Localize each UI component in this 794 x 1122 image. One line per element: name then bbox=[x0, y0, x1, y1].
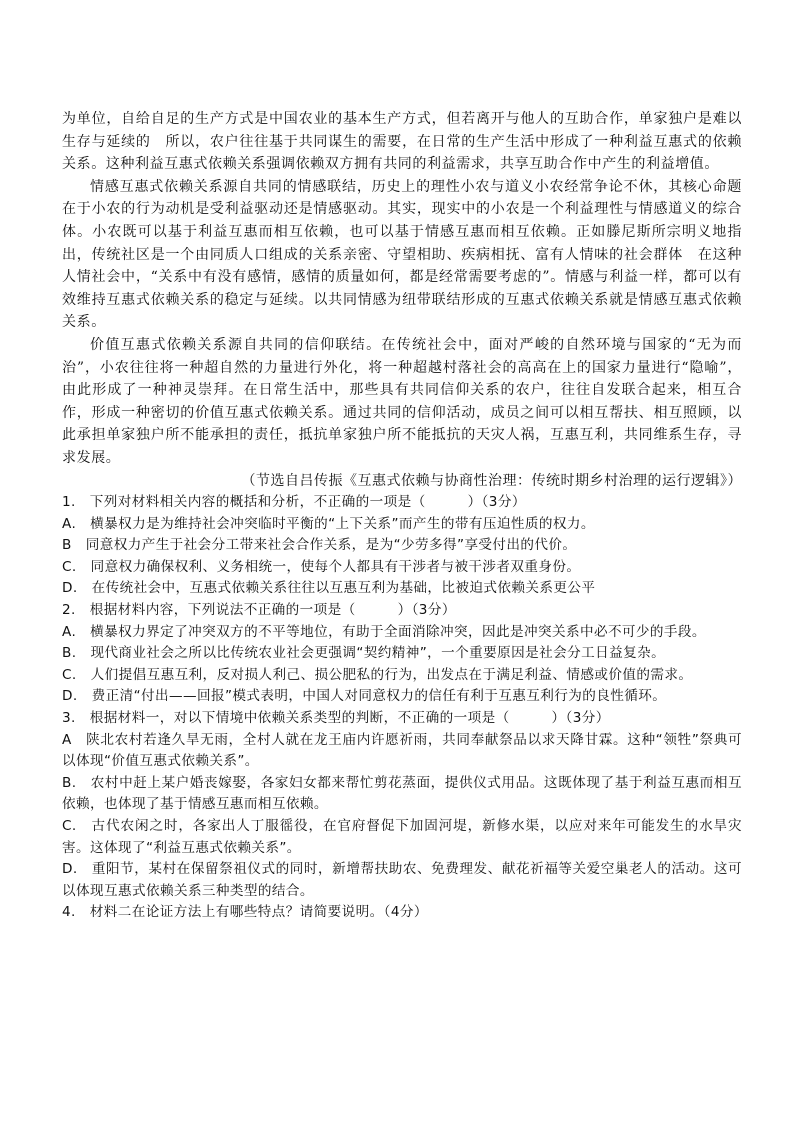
article-source: （节选自吕传振《互惠式依赖与协商性治理：传统时期乡村治理的运行逻辑》） bbox=[241, 472, 742, 489]
question-stem: 1. 下列对材料相关内容的概括和分析，不正确的一项是（ ）（3分） bbox=[62, 494, 526, 511]
article-paragraph-3: 价值互惠式依赖关系源自共同的信仰联结。在传统社会中，面对严峻的自然环境与国家的“无为而治”，小农往往将一种超自然的力量进行外化，将一种超越村落社会的高高在上的国家力量进行“隐喻”，由此形成了一种神灵崇拜。在日常生活中，那些具有共同信仰关系的农户，往往自发联合起来，相互合作，形成一种密切的价值互惠式依赖关系。通过共同的信仰活动，成员之间可以相互帮扶、相互照顾，以此承担单家独户所不能承担的责任，抵抗单家独户所不能抵抗的天灾人祸，互惠互利，共同维系生存，寻求发展。 bbox=[62, 336, 742, 466]
option-d: D. 重阳节，某村在保留祭祖仪式的同时，新增帮扶助农、免费理发、献花祈福等关爱空巢老人的活动。这可以体现互惠式依赖关系三种类型的结合。 bbox=[62, 861, 742, 899]
article-paragraph-2: 情感互惠式依赖关系源自共同的情感联结，历史上的理性小农与道义小农经常争论不休，其核心命题在于小农的行为动机是受利益驱动还是情感驱动。其实，现实中的小农是一个利益理性与情感道义的综合体。小农既可以基于利益互惠而相互依赖，也可以基于情感互惠而相互依赖。正如滕尼斯所宗明义地指出，传统社区是一个由同质人口组成的关系亲密、守望相助、疾病相抚、富有人情味的社会群体 在这种人情社会中，“关系中有没有感情，感情的质量如何，都是经常需要考虑的”。情感与利益一样，都可以有效维持互惠式依赖关系的稳定与延续。以共同情感为纽带联结形成的互惠式依赖关系就是情感互惠式依赖关系。 bbox=[62, 178, 742, 331]
question-4 bbox=[62, 902, 742, 924]
option-a: A 陕北农村若逢久旱无雨，全村人就在龙王庙内许愿祈雨，共同奉献祭品以求天降甘霖。这种“领牲”祭典可以体现“价值互惠式依赖关系”。 bbox=[62, 731, 742, 770]
question-2 bbox=[62, 600, 742, 708]
option-a: A. 横暴权力界定了冲突双方的不平等地位，有助于全面消除冲突，因此是冲突关系中必不可少的手段。 bbox=[62, 623, 706, 640]
option-b: B. 现代商业社会之所以比传统农业社会更强调“契约精神”，一个重要原因是社会分工日益复杂。 bbox=[62, 645, 666, 662]
question-stem: 4. 材料二在论证方法上有哪些特点？请简要说明。（4分） bbox=[62, 904, 428, 921]
option-a: A. 横暴权力是为维持社会冲突临时平衡的“上下关系”而产生的带有压迫性质的权力。 bbox=[62, 515, 595, 532]
document-page bbox=[62, 108, 742, 924]
question-stem: 2. 根据材料内容，下列说法不正确的一项是（ ）（3分） bbox=[62, 602, 456, 619]
option-b: B 同意权力产生于社会分工带来社会合作关系，是为“少劳多得”享受付出的代价。 bbox=[62, 537, 577, 554]
question-stem: 3. 根据材料一，对以下情境中依赖关系类型的判断，不正确的一项是（ ）（3分） bbox=[62, 710, 610, 727]
option-c: C. 古代农闲之时，各家出人丁服徭役，在官府督促下加固河堤，新修水渠，以应对来年可能发生的水旱灾害。这体现了“利益互惠式依赖关系”。 bbox=[62, 818, 742, 856]
option-c: C. 同意权力确保权利、义务相统一，使每个人都具有干涉者与被干涉者双重身份。 bbox=[62, 558, 581, 575]
article-paragraph-1: 为单位，自给自足的生产方式是中国农业的基本生产方式，但若离开与他人的互助合作，单家独户是难以生存与延续的 所以，农户往往基于共同谋生的需要，在日常的生产生活中形成了一种利益互惠式的依赖关系。这种利益互惠式依赖关系强调依赖双方拥有共同的利益需求，共享互助合作中产生的利益增值。 bbox=[62, 111, 742, 173]
question-1 bbox=[62, 492, 742, 600]
option-d: D. 在传统社会中，互惠式依赖关系往往以互惠互利为基础，比被迫式依赖关系更公平 bbox=[62, 580, 596, 597]
option-d: D. 费正清“付出——回报”模式表明，中国人对同意权力的信任有利于互惠互利行为的良性循环。 bbox=[62, 688, 667, 705]
option-b: B. 农村中赶上某户婚丧嫁娶，各家妇女都来帮忙剪花蒸面，提供仪式用品。这既体现了基于利益互惠而相互依赖，也体现了基于情感互惠而相互依赖。 bbox=[62, 774, 742, 813]
question-3 bbox=[62, 708, 742, 902]
option-c: C. 人们提倡互惠互利，反对损人利己、损公肥私的行为，出发点在于满足利益、情感或价值的需求。 bbox=[62, 666, 693, 683]
